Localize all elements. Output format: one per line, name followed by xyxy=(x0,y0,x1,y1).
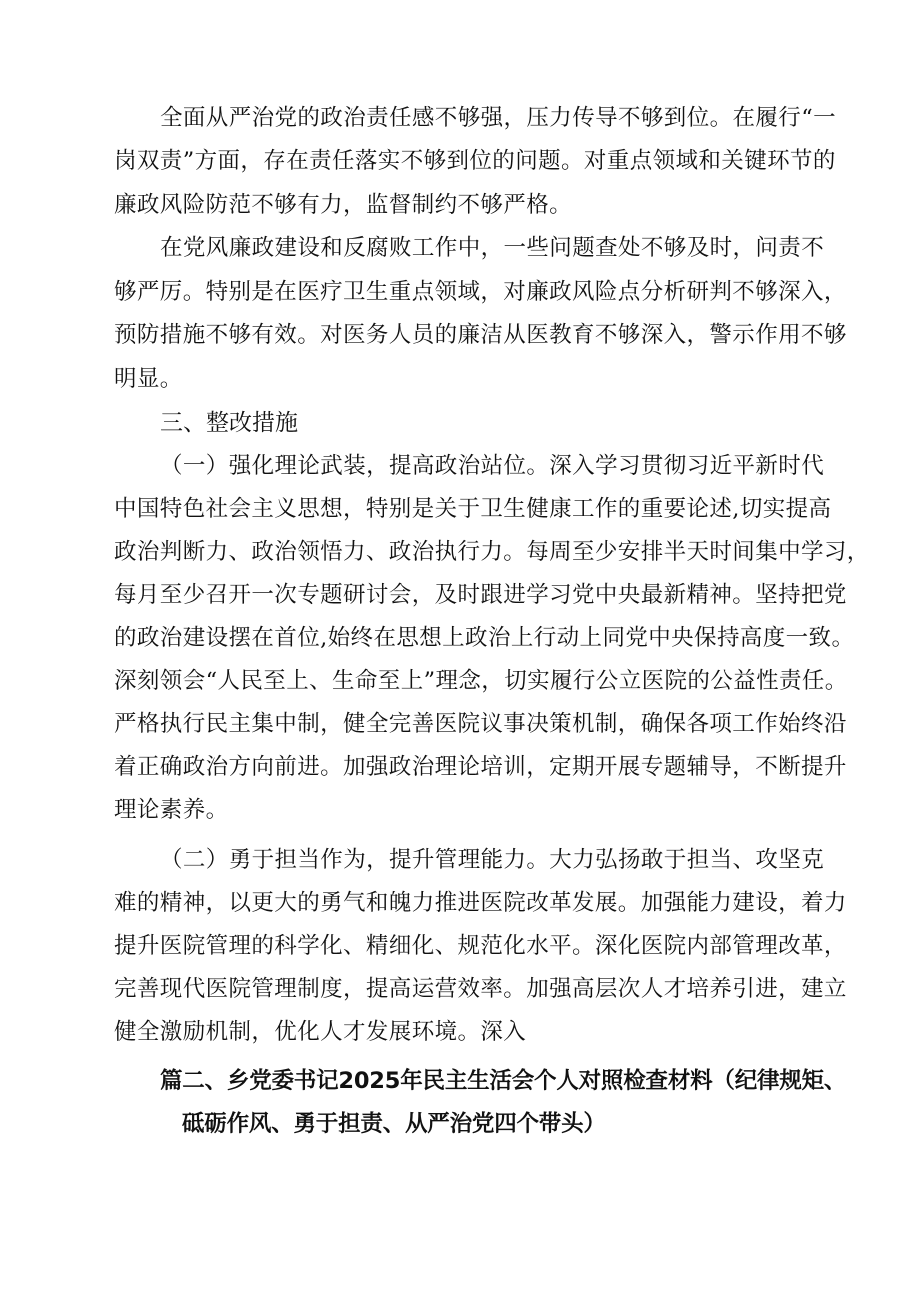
measure-1-line-1: （一）强化理论武装，提高政治站位。深入学习贯彻习近平新时代 xyxy=(160,453,825,479)
measure-1-line-8: 着正确政治方向前进。加强政治理论培训，定期开展专题辅导，不断提升 xyxy=(114,754,847,780)
paragraph-2-line-2: 够严厉。特别是在医疗卫生重点领域，对廉政风险点分析研判不够深入， xyxy=(114,279,847,305)
measure-2-line-2: 难的精神，以更大的勇气和魄力推进医院改革发展。加强能力建设，着力 xyxy=(114,890,847,916)
measure-1-line-7: 严格执行民主集中制，健全完善医院议事决策机制，确保各项工作始终沿 xyxy=(114,711,847,737)
paragraph-1-line-1: 全面从严治党的政治责任感不够强，压力传导不够到位。在履行“一 xyxy=(160,105,837,131)
measure-2-line-4: 完善现代医院管理制度，提高运营效率。加强高层次人才培养引进，建立 xyxy=(114,976,847,1002)
measure-1-line-3: 政治判断力、政治领悟力、政治执行力。每周至少安排半天时间集中学习， xyxy=(114,539,870,565)
measure-1-line-6: 深刻领会“人民至上、生命至上”理念，切实履行公立医院的公益性责任。 xyxy=(114,668,848,694)
paragraph-1-line-3: 廉政风险防范不够有力，监督制约不够严格。 xyxy=(114,192,573,218)
paragraph-2-line-4: 明显。 xyxy=(114,366,183,392)
measure-1-line-4: 每月至少召开一次专题研讨会，及时跟进学习党中央最新精神。坚持把党 xyxy=(114,582,847,608)
next-document-title-line-2: 砥砺作风、勇于担责、从严治党四个带头） xyxy=(182,1111,606,1137)
measure-1-line-2: 中国特色社会主义思想，特别是关于卫生健康工作的重要论述,切实提高 xyxy=(114,496,832,522)
next-document-title-line-1: 篇二、乡党委书记2025年民主生活会个人对照检查材料（纪律规矩、 xyxy=(160,1068,847,1094)
paragraph-1-line-2: 岗双责”方面，存在责任落实不够到位的问题。对重点领域和关键环节的 xyxy=(114,148,836,174)
measure-2-line-5: 健全激励机制，优化人才发展环境。深入 xyxy=(114,1019,527,1045)
paragraph-2-line-1: 在党风廉政建设和反腐败工作中，一些问题查处不够及时，问责不 xyxy=(160,235,825,261)
section-heading: 三、整改措施 xyxy=(160,410,298,436)
measure-1-line-5: 的政治建设摆在首位,始终在思想上政治上行动上同党中央保持高度一致。 xyxy=(114,625,855,651)
measure-1-line-9: 理论素养。 xyxy=(114,797,229,823)
measure-2-line-1: （二）勇于担当作为，提升管理能力。大力弘扬敢于担当、攻坚克 xyxy=(160,847,825,873)
paragraph-2-line-3: 预防措施不够有效。对医务人员的廉洁从医教育不够深入，警示作用不够 xyxy=(114,322,847,348)
measure-2-line-3: 提升医院管理的科学化、精细化、规范化水平。深化医院内部管理改革， xyxy=(114,933,847,959)
